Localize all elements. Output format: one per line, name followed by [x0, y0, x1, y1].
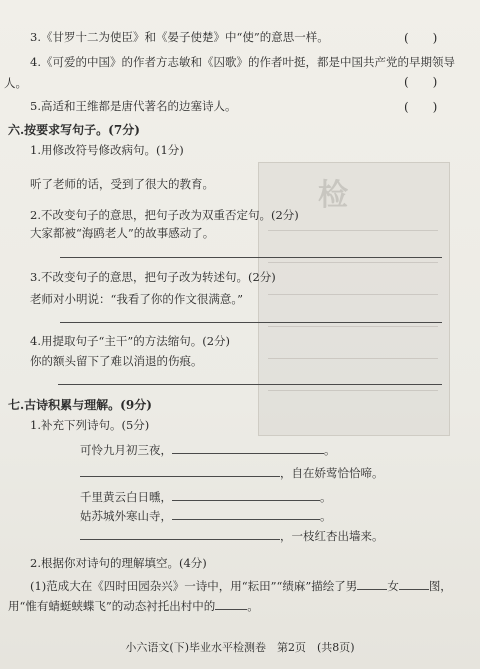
poem-2-blank-2[interactable] — [399, 578, 429, 590]
sentence-4-prompt: 4.用提取句子“主干”的方法缩句。(2分) — [30, 334, 231, 348]
poem-line-c — [80, 489, 332, 504]
poem-line-d — [80, 508, 332, 523]
poem-2-line-2-end: 。 — [247, 599, 259, 613]
poem-blank-d[interactable] — [172, 508, 320, 520]
tf-question-4-cont: 人。 — [4, 76, 27, 90]
tf-question-5: 5.高适和王维都是唐代著名的边塞诗人。 — [30, 99, 237, 113]
sentence-2-prompt: 2.不改变句子的意思，把句子改为双重否定句。(2分) — [30, 208, 299, 222]
poem-2-line-2 — [8, 598, 259, 613]
poem-2-line-1-end: 图， — [428, 579, 452, 593]
bleed-through-table — [258, 162, 450, 436]
bleed-through-rule — [268, 326, 438, 327]
poem-line-d-text: 姑苏城外寒山寺， — [80, 509, 172, 523]
sentence-3-prompt: 3.不改变句子的意思，把句子改为转述句。(2分) — [30, 270, 276, 284]
answer-line-3[interactable] — [60, 322, 442, 323]
page-footer: 小六语文(下)毕业水平检测卷 第2页 (共8页) — [125, 641, 355, 654]
poem-2-blank-3[interactable] — [215, 598, 247, 610]
poem-2-prompt: 2.根据你对诗句的理解填空。(4分) — [30, 556, 207, 570]
poem-2-line-1-text: (1)范成大在《四时田园杂兴》一诗中，用“耘田”“绩麻”描绘了男 — [30, 579, 358, 593]
tf-question-4: 4.《可爱的中国》的作者方志敏和《囚歌》的作者叶挺，都是中国共产党的早期领导 — [30, 55, 455, 69]
poem-line-e — [80, 528, 384, 543]
bleed-through-rule — [268, 358, 438, 359]
poem-line-a-text: 可怜九月初三夜， — [80, 443, 172, 457]
poem-2-line-1 — [30, 578, 452, 593]
poem-line-e-text: ，一枝红杏出墙来。 — [280, 529, 384, 543]
bleed-through-rule — [268, 294, 438, 295]
sentence-1-text: 听了老师的话，受到了很大的教育。 — [30, 177, 214, 191]
answer-line-2[interactable] — [60, 257, 442, 258]
poem-line-b — [80, 465, 384, 480]
poem-line-c-period: 。 — [320, 490, 332, 504]
poem-1-prompt: 1.补充下列诗句。(5分) — [30, 418, 150, 432]
poem-2-line-2-text: 用“惟有蜻蜓蛱蝶飞”的动态衬托出村中的 — [8, 599, 216, 613]
poem-blank-e[interactable] — [80, 528, 280, 540]
poem-blank-b[interactable] — [80, 465, 280, 477]
poem-2-line-1-mid: 女 — [387, 579, 399, 593]
sentence-2-text: 大家都被“海鸥老人”的故事感动了。 — [30, 226, 215, 240]
poem-blank-c[interactable] — [172, 489, 320, 501]
bleed-through-rule — [268, 262, 438, 263]
poem-2-blank-1[interactable] — [357, 578, 387, 590]
poem-line-d-period: 。 — [320, 509, 332, 523]
answer-line-4[interactable] — [58, 384, 442, 385]
sentence-1-prompt: 1.用修改符号修改病句。(1分) — [30, 143, 184, 157]
answer-paren-4[interactable]: ( ) — [404, 75, 438, 89]
poem-line-a — [80, 442, 336, 457]
sentence-3-text: 老师对小明说：“我看了你的作文很满意。” — [30, 292, 244, 306]
section-7-heading: 七.古诗积累与理解。(9分) — [8, 398, 152, 412]
answer-paren-3[interactable]: ( ) — [404, 31, 438, 45]
bleed-through-rule — [268, 230, 438, 231]
poem-line-c-text: 千里黄云白日曛， — [80, 490, 172, 504]
poem-blank-a[interactable] — [172, 442, 324, 454]
bleed-through-rule — [268, 390, 438, 391]
bleed-through-title: 检 — [318, 178, 352, 213]
answer-paren-5[interactable]: ( ) — [404, 100, 438, 114]
tf-question-3: 3.《甘罗十二为使臣》和《晏子使楚》中“使”的意思一样。 — [30, 30, 329, 44]
sentence-4-text: 你的额头留下了难以消退的伤痕。 — [30, 354, 203, 368]
section-6-heading: 六.按要求写句子。(7分) — [8, 123, 140, 137]
poem-line-a-period: 。 — [324, 443, 336, 457]
poem-line-b-text: ，自在娇莺恰恰啼。 — [280, 466, 384, 480]
